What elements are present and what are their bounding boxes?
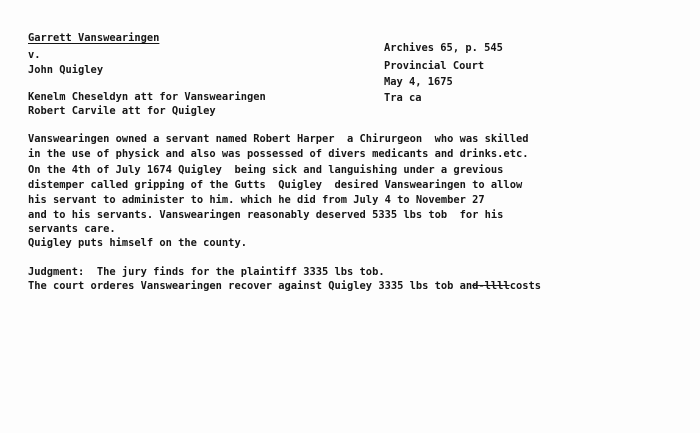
struck-text: d-llll xyxy=(472,280,510,292)
archives-citation: Archives 65, p. 545 xyxy=(384,42,503,54)
body-line: his servant to administer to him. which he did from July 4 to November 27 xyxy=(28,194,485,206)
versus-label: v. xyxy=(28,49,41,61)
plaintiff-name: Garrett Vanswearingen xyxy=(28,32,160,44)
judgment-line: Judgment: The jury finds for the plaintiff 3335 lbs tob. xyxy=(28,266,385,278)
body-line: servants care. xyxy=(28,223,116,235)
defendant-name: John Quigley xyxy=(28,64,104,76)
court-order-end: costs xyxy=(509,280,541,292)
body-line: in the use of physick and also was possessed of divers medicants and drinks.etc. xyxy=(28,148,529,160)
body-line: and to his servants. Vanswearingen reasonably deserved 5335 lbs tob for his xyxy=(28,209,504,221)
court-order-line xyxy=(28,280,541,293)
case-date: May 4, 1675 xyxy=(384,76,453,88)
body-line: distemper called gripping of the Gutts Quigley desired Vanswearingen to allow xyxy=(28,179,523,191)
court-name: Provincial Court xyxy=(384,60,485,72)
court-order-text: The court orderes Vanswearingen recover against Quigley 3335 lbs tob an xyxy=(28,280,473,292)
body-line: On the 4th of July 1674 Quigley being sick and languishing under a grevious xyxy=(28,164,504,176)
body-line: Quigley puts himself on the county. xyxy=(28,237,247,249)
court-term: Tra ca xyxy=(384,92,422,104)
body-line: Vanswearingen owned a servant named Robert Harper a Chirurgeon who was skilled xyxy=(28,133,529,145)
defendant-attorney: Robert Carvile att for Quigley xyxy=(28,105,216,117)
plaintiff-attorney: Kenelm Cheseldyn att for Vanswearingen xyxy=(28,91,266,103)
